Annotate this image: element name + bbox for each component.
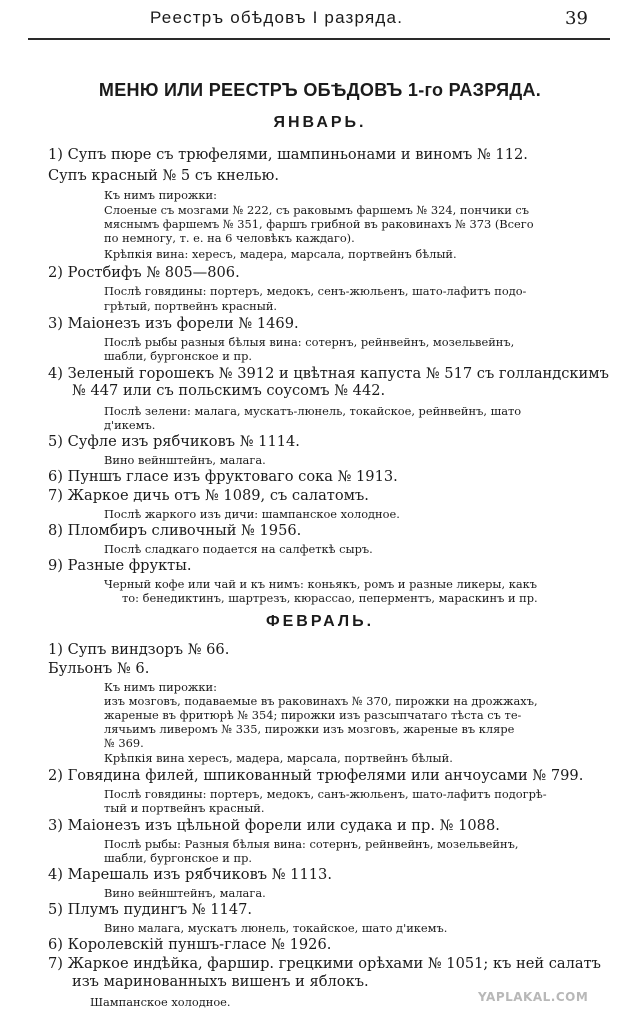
menu-line: Черный кофе или чай и къ нимъ: коньякъ, ромъ и разные ликеры, какъ [104, 577, 538, 591]
menu-line: Супъ красный № 5 съ кнелью. [48, 167, 279, 184]
menu-line: 2) Ростбифъ № 805—806. [48, 264, 240, 281]
menu-line: 4) Зеленый горошекъ № 3912 и цвѣтная капуста № 517 съ голландскимъ [48, 365, 609, 382]
menu-line: Къ нимъ пирожки: [104, 188, 217, 202]
page-title: МЕНЮ ИЛИ РЕЕСТРЪ ОБѢДОВЪ 1-го РАЗРЯДА. [98, 80, 542, 100]
menu-line: мяснымъ фаршемъ № 351, фаршъ грибной въ раковинахъ № 373 (Всего [104, 217, 534, 231]
month-heading-february: ФЕВРАЛЬ. [265, 613, 375, 630]
menu-line: Послѣ рыбы: Разныя бѣлыя вина: сотернъ, рейнвейнъ, мозельвейнъ, [104, 837, 519, 851]
menu-line: Крѣпкія вина хересъ, мадера, марсала, портвейнъ бѣлый. [104, 751, 453, 765]
page-number: 39 [565, 8, 588, 29]
menu-line: д'икемъ. [104, 418, 156, 432]
menu-line: 5) Плумъ пудингъ № 1147. [48, 901, 253, 918]
menu-line: 1) Супъ пюре съ трюфелями, шампиньонами и виномъ № 112. [48, 146, 528, 163]
menu-line: лячьимъ ливеромъ № 335, пирожки изъ мозговъ, жареные въ кляре [104, 722, 515, 736]
menu-line: шабли, бургонское и пр. [104, 349, 253, 363]
menu-line: № 369. [104, 736, 144, 750]
menu-line: шабли, бургонское и пр. [104, 851, 253, 865]
menu-line: 5) Суфле изъ рябчиковъ № 1114. [48, 433, 300, 450]
menu-line: 1) Супъ виндзоръ № 66. [48, 641, 230, 658]
menu-line: Послѣ говядины: портеръ, медокъ, санъ-жюльенъ, шато-лафитъ подогрѣ- [104, 787, 547, 801]
menu-line: Шампанское холодное. [90, 995, 231, 1009]
menu-line: грѣтый, портвейнъ красный. [104, 299, 278, 313]
menu-line: 4) Марешаль изъ рябчиковъ № 1113. [48, 866, 332, 883]
menu-line: Послѣ рыбы разныя бѣлыя вина: сотернъ, рейнвейнъ, мозельвейнъ, [104, 335, 515, 349]
menu-line: 9) Разные фрукты. [48, 557, 192, 574]
menu-line: 6) Пуншъ гласе изъ фруктоваго сока № 1913. [48, 468, 398, 485]
menu-line: Вино малага, мускатъ люнель, токайское, шато д'икемъ. [104, 921, 448, 935]
menu-line: по немногу, т. е. на 6 человѣкъ каждаго). [104, 231, 355, 245]
menu-line: изъ мозговъ, подаваемые въ раковинахъ № 370, пирожки на дрожжахъ, [104, 694, 538, 708]
watermark-text: YAPLAKAL.COM [478, 990, 589, 1004]
menu-line: Слоеные съ мозгами № 222, съ раковымъ фаршемъ № 324, пончики съ [104, 203, 530, 217]
month-heading-january: ЯНВАРЬ. [273, 114, 367, 131]
menu-line: 7) Жаркое индѣйка, фаршир. грецкими орѣхами № 1051; къ ней салатъ [48, 955, 601, 972]
menu-line: Вино вейнштейнъ, малага. [104, 886, 266, 900]
menu-line: 3) Маіонезъ изъ цѣльной форели или судака и пр. № 1088. [48, 817, 500, 834]
menu-line: тый и портвейнъ красный. [104, 801, 265, 815]
menu-line: изъ маринованныхъ вишенъ и яблокъ. [72, 973, 369, 990]
menu-line: Послѣ говядины: портеръ, медокъ, сенъ-жюльенъ, шато-лафитъ подо- [104, 284, 527, 298]
menu-line: Къ нимъ пирожки: [104, 680, 217, 694]
menu-line: 2) Говядина филей, шпикованный трюфелями или анчоусами № 799. [48, 767, 584, 784]
menu-line: Крѣпкія вина: хересъ, мадера, марсала, портвейнъ бѣлый. [104, 247, 457, 261]
header-rule [28, 38, 610, 40]
menu-line: Послѣ сладкаго подается на салфеткѣ сыръ. [104, 542, 373, 556]
menu-line: Вино вейнштейнъ, малага. [104, 453, 266, 467]
menu-line: то: бенедиктинъ, шартрезъ, кюрассао, пеперментъ, мараскинъ и пр. [122, 591, 538, 605]
menu-line: Послѣ жаркого изъ дичи: шампанское холодное. [104, 507, 400, 521]
running-head: Реестръ обѣдовъ I разряда. [150, 8, 404, 27]
menu-line: 7) Жаркое дичь отъ № 1089, съ салатомъ. [48, 487, 369, 504]
menu-line: 8) Пломбиръ сливочный № 1956. [48, 522, 302, 539]
menu-line: № 447 или съ польскимъ соусомъ № 442. [72, 382, 386, 399]
menu-line: 3) Маіонезъ изъ форели № 1469. [48, 315, 299, 332]
menu-line: жареные въ фритюрѣ № 354; пирожки изъ разсыпчатаго тѣста съ те- [104, 708, 522, 722]
menu-line: 6) Королевскій пуншъ-гласе № 1926. [48, 936, 332, 953]
menu-line: Послѣ зелени: малага, мускатъ-люнель, токайское, рейнвейнъ, шато [104, 404, 522, 418]
menu-line: Бульонъ № 6. [48, 660, 150, 677]
